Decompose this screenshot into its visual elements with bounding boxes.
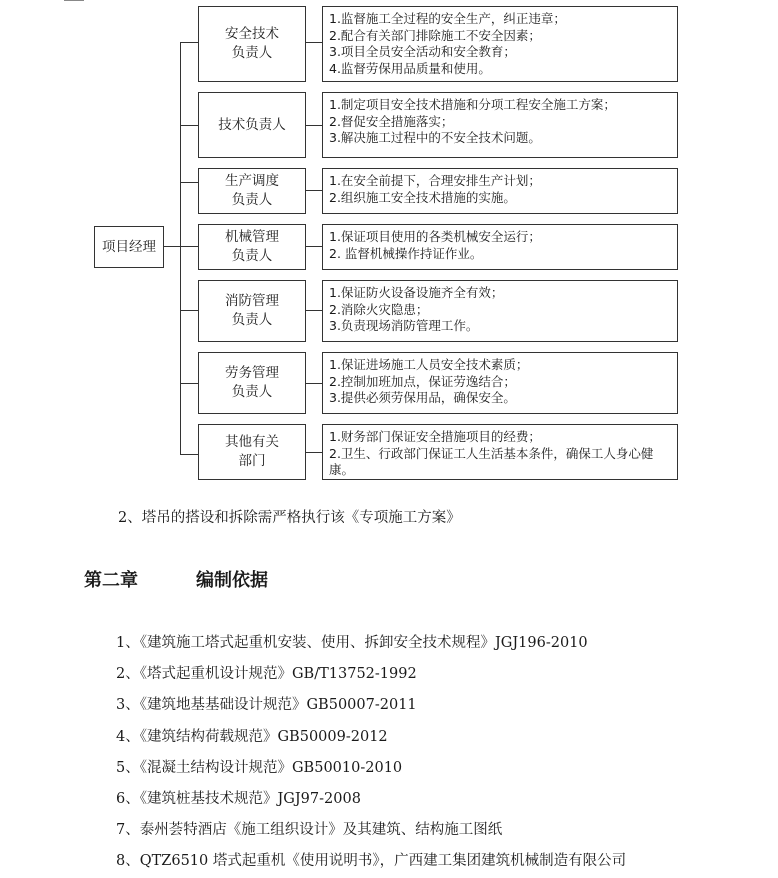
duties-box-production [322,168,678,214]
role-name-line: 负责人 [231,312,273,328]
duty-item: 2.控制加班加点，保证劳逸结合； [329,373,516,389]
connector-branch-4 [180,310,198,311]
reference-item: 3、《建筑地基基础设计规范》GB50007-2011 [116,697,417,713]
duty-item: 1.保证项目使用的各类机械安全运行； [329,229,541,244]
reference-item: 6、《建筑桩基技术规范》JGJ97-2008 [116,791,361,807]
connector-branch-6 [180,454,198,455]
duty-item: 2.组织施工安全技术措施的实施。 [329,189,516,205]
duty-item: 1.财务部门保证安全措施项目的经费； [329,429,541,444]
reference-item: 2、《塔式起重机设计规范》GB/T13752-1992 [116,666,417,682]
reference-item: 5、《混凝土结构设计规范》GB50010-2010 [116,760,403,776]
role-name-line: 机械管理 [225,229,279,245]
duty-item: 2.消除火灾隐患； [329,301,429,317]
duty-item: 1.监督施工全过程的安全生产，纠正违章； [329,11,566,26]
duty-item: 3.解决施工过程中的不安全技术问题。 [329,130,541,145]
role-box-fire [198,280,306,342]
paragraph-tower-crane: 2、塔吊的搭设和拆除需严格执行该《专项施工方案》 [118,510,461,526]
reference-item: 4、《建筑结构荷载规范》GB50009-2012 [116,729,388,745]
role-name-line: 消防管理 [225,293,279,309]
duty-item: 3.项目全员安全活动和安全教育； [329,44,516,59]
connector-branch-2 [180,182,198,183]
reference-item: 1、《建筑施工塔式起重机安装、使用、拆卸安全技术规程》JGJ196-2010 [116,635,588,651]
connector-role-duty-1 [306,125,322,126]
duty-item: 1.制定项目安全技术措施和分项工程安全施工方案； [329,97,616,112]
role-name-line: 负责人 [231,192,273,208]
role-box-machinery [198,224,306,270]
duty-item: 1.保证防火设备设施齐全有效； [329,285,504,300]
connector-role-duty-2 [306,190,322,191]
connector-spine [180,42,181,454]
connector-role-duty-3 [306,246,322,247]
duty-item: 1.保证进场施工人员安全技术素质； [329,357,529,372]
connector-root-to-spine [164,246,180,247]
connector-role-duty-0 [306,42,322,43]
role-name-line: 负责人 [231,384,273,400]
root-box-project-manager [94,226,164,268]
duties-box-safety-tech [322,6,678,82]
connector-role-duty-5 [306,383,322,384]
duty-item: 2.配合有关部门排除施工不安全因素； [329,27,541,43]
duty-item: 4.监督劳保用品质量和使用。 [329,60,491,76]
role-name-line: 负责人 [231,45,273,61]
duty-item: 2.督促安全措施落实； [329,113,454,129]
duty-item: 2.卫生、行政部门保证工人生活基本条件，确保工人身心健康。 [329,445,654,477]
connector-branch-3 [180,246,198,247]
role-box-safety-tech [198,6,306,82]
duties-box-fire [322,280,678,342]
connector-branch-0 [180,42,198,43]
duties-box-other-depts [322,424,678,480]
role-box-other-depts [198,424,306,480]
connector-role-duty-6 [306,452,322,453]
role-name-line: 负责人 [231,248,273,264]
role-name-line: 部门 [238,453,266,469]
duty-item: 1.在安全前提下，合理安排生产计划； [329,173,541,188]
connector-role-duty-4 [306,310,322,311]
role-name-line: 劳务管理 [225,365,279,381]
role-box-production [198,168,306,214]
role-name-line: 生产调度 [225,173,279,189]
connector-branch-5 [180,383,198,384]
duty-item: 3.提供必须劳保用品，确保安全。 [329,390,516,405]
role-name-line: 其他有关 [225,434,279,450]
page-top-rule [64,0,84,1]
duties-box-technical [322,92,678,158]
role-box-technical [198,92,306,158]
role-box-labor [198,352,306,414]
reference-item: 8、QTZ6510 塔式起重机《使用说明书》，广西建工集团建筑机械制造有限公司 [116,853,627,869]
chapter-title: 编制依据 [196,570,268,591]
root-label: 项目经理 [102,238,156,255]
duty-item: 2. 监督机械操作持证作业。 [329,245,483,261]
chapter-number: 第二章 [84,570,138,591]
duties-box-labor [322,352,678,414]
connector-branch-1 [180,125,198,126]
duties-box-machinery [322,224,678,270]
reference-item: 7、泰州荟特酒店《施工组织设计》及其建筑、结构施工图纸 [116,822,503,838]
duty-item: 3.负责现场消防管理工作。 [329,318,479,333]
role-name-line: 技术负责人 [218,116,286,133]
role-name-line: 安全技术 [225,26,279,42]
